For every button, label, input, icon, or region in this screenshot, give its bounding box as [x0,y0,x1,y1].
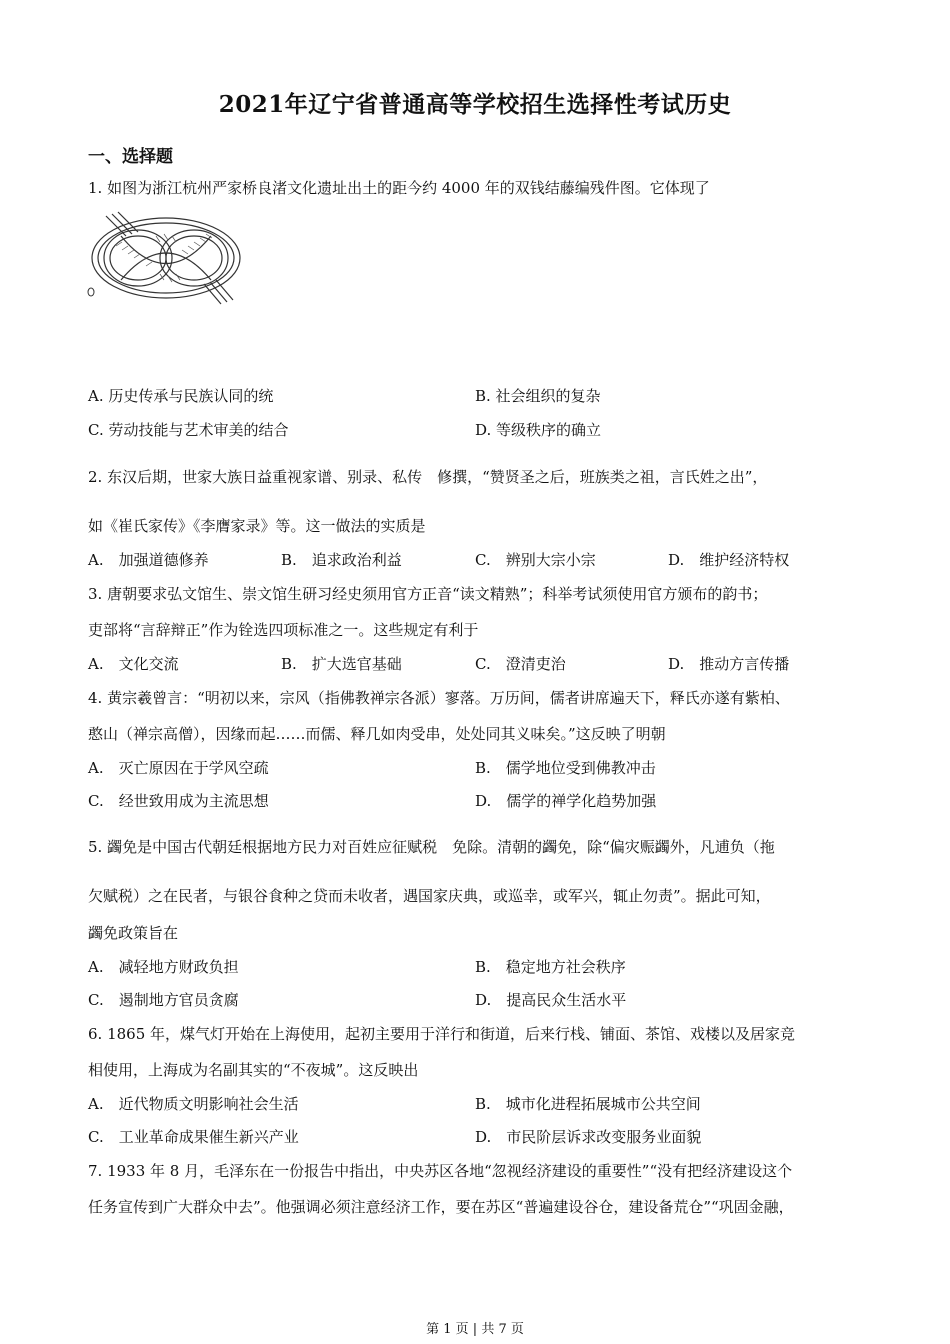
question-6-line-1: 6. 1865 年，煤气灯开始在上海使用，起初主要用于洋行和街道，后来行栈、铺面、茶馆、戏楼以及居家竞 [88,1025,796,1043]
q3-option-b: B. 扩大选官基础 [281,655,402,673]
q5-option-a: A. 减轻地方财政负担 [88,958,239,976]
q2-option-a: A. 加强道德修养 [88,551,209,569]
question-5-line-1: 5. 蠲免是中国古代朝廷根据地方民力对百姓应征赋税 免除。清朝的蠲免，除“偏灾赈蠲外，凡逋负（拖 [88,838,775,856]
question-4-line-2: 憨山（禅宗高僧），因缘而起……而儒、释几如肉受串，处处同其义味矣。”这反映了明朝 [88,725,666,743]
question-6-line-2: 相使用，上海成为名副其实的“不夜城”。这反映出 [88,1061,419,1079]
question-5-line-3: 蠲免政策旨在 [88,924,179,942]
question-7-line-1: 7. 1933 年 8 月，毛泽东在一份报告中指出，中央苏区各地“忽视经济建设的重要性”“没有把经济建设这个 [88,1162,793,1180]
q4-option-a: A. 灭亡原因在于学风空疏 [88,759,269,777]
section-heading: 一、选择题 [88,147,173,167]
q4-option-d: D. 儒学的禅学化趋势加强 [475,792,657,810]
q3-option-a: A. 文化交流 [88,655,179,673]
q5-option-d: D. 提高民众生活水平 [475,991,627,1009]
q6-option-c: C. 工业革命成果催生新兴产业 [88,1128,299,1146]
q5-option-c: C. 遏制地方官员贪腐 [88,991,239,1009]
question-2-line-2: 如《崔氏家传》《李膺家录》等。这一做法的实质是 [88,517,426,535]
q4-option-c: C. 经世致用成为主流思想 [88,792,269,810]
question-5-line-2: 欠赋税）之在民者，与银谷食种之贷而未收者，遇国家庆典，或巡幸，或军兴，辄止勿责”。据此可知， [88,887,771,905]
q4-option-b: B. 儒学地位受到佛教冲击 [475,759,656,777]
q2-option-d: D. 维护经济特权 [668,551,790,569]
rattan-weaving-figure [86,206,246,308]
q1-option-d: D. 等级秩序的确立 [475,421,602,439]
q6-option-b: B. 城市化进程拓展城市公共空间 [475,1095,701,1113]
q1-option-b: B. 社会组织的复杂 [475,387,601,405]
page-footer: 第 1 页 | 共 7 页 [426,1322,524,1337]
question-1-stem: 1. 如图为浙江杭州严家桥良渚文化遗址出土的距今约 4000 年的双钱结藤编残件图。它体现了 [88,179,710,197]
question-4-line-1: 4. 黄宗羲曾言：“明初以来，宗风（指佛教禅宗各派）寥落。万历间，儒者讲席遍天下，释氏亦遂有紫柏、 [88,689,790,707]
q6-option-d: D. 市民阶层诉求改变服务业面貌 [475,1128,702,1146]
question-2-line-1: 2. 东汉后期，世家大族日益重视家谱、别录、私传 修撰，“赞贤圣之后，班族类之祖，言氏姓之出”， [88,468,768,486]
q5-option-b: B. 稳定地方社会秩序 [475,958,626,976]
question-3-line-2: 吏部将“言辞辩正”作为铨选四项标准之一。这些规定有利于 [88,621,479,639]
q2-option-b: B. 追求政治利益 [281,551,402,569]
page-title: 2021年辽宁省普通高等学校招生选择性考试历史 [218,91,732,118]
q1-option-c: C. 劳动技能与艺术审美的结合 [88,421,289,439]
question-3-line-1: 3. 唐朝要求弘文馆生、崇文馆生研习经史须用官方正音“读文精熟”；科举考试须使用官方颁布的韵书； [88,585,768,603]
q2-option-c: C. 辨别大宗小宗 [475,551,596,569]
q6-option-a: A. 近代物质文明影响社会生活 [88,1095,299,1113]
question-7-line-2: 任务宣传到广大群众中去”。他强调必须注意经济工作，要在苏区“普遍建设谷仓，建设备荒仓”“巩固金融， [88,1198,794,1216]
q3-option-c: C. 澄清吏治 [475,655,566,673]
q3-option-d: D. 推动方言传播 [668,655,790,673]
q1-option-a: A. 历史传承与民族认同的统 [88,387,274,405]
